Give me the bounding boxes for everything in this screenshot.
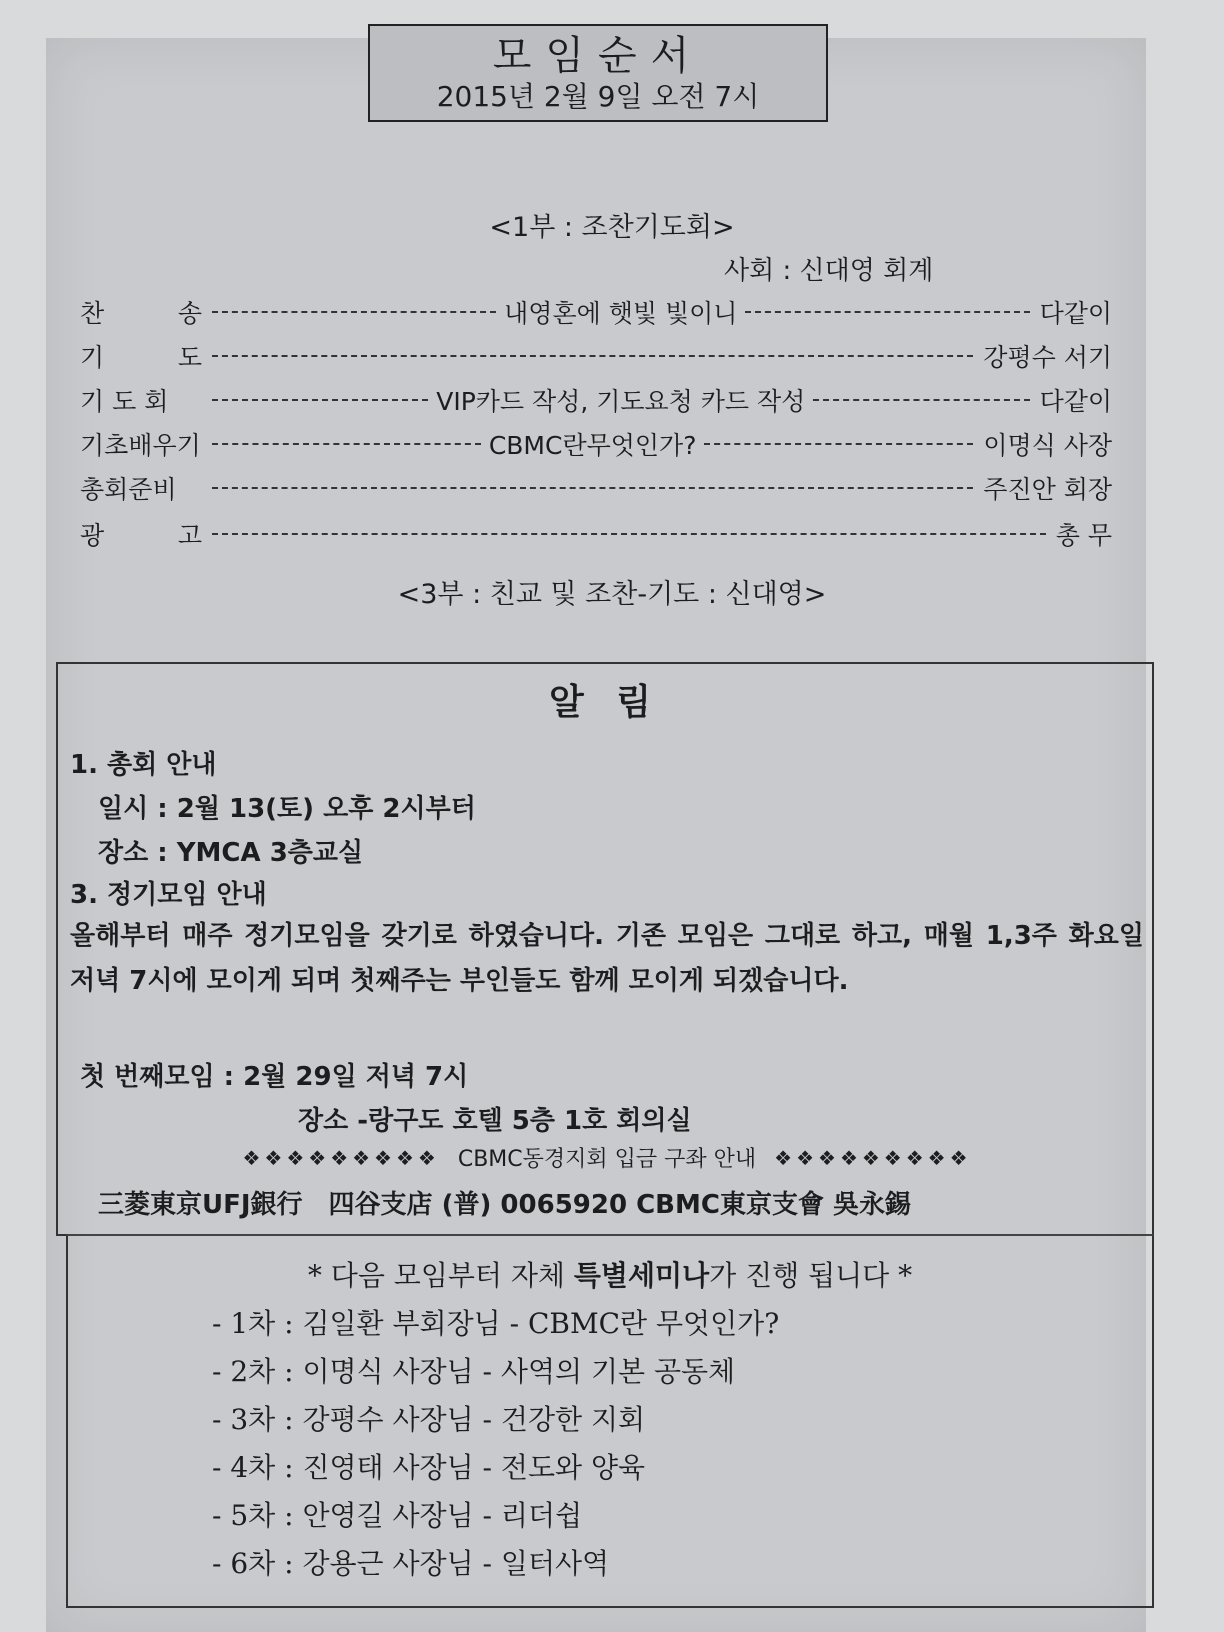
program-person: 총 무: [1055, 521, 1112, 550]
seminar-item: - 4차 : 진영태 사장님 - 전도와 양육: [212, 1451, 646, 1484]
program-row: [80, 424, 1112, 464]
program-content: 내영혼에 햇빛 빛이니: [504, 299, 738, 328]
notice-item3-body: 올해부터 매주 정기모임을 갖기로 하였습니다. 기존 모임은 그대로 하고, 매월 1,3주 화요일 저녁 7시에 모이게 되며 첫째주는 부인들도 함께 모이게 되겠습니다.: [70, 921, 1144, 996]
program-content: VIP카드 작성, 기도요청 카드 작성: [436, 387, 806, 416]
program-person: 이명식 사장: [983, 431, 1113, 460]
program-person: 강평수 서기: [983, 343, 1112, 372]
first-meeting: 첫 번째모임 : 2월 29일 저녁 7시: [80, 1062, 469, 1092]
bank-heading-row: [70, 1142, 1144, 1173]
notice-item3-title: 3. 정기모임 안내: [70, 880, 267, 910]
seminar-box: [66, 1234, 1154, 1608]
notice-box: [56, 662, 1154, 1236]
bank-account: 三菱東京UFJ銀行 四谷支店 (普) 0065920 CBMC東京支會 吳永錫: [98, 1190, 912, 1220]
program-row: [80, 292, 1112, 332]
program-label: 기 도 회: [80, 387, 169, 416]
program-label: 기초배우기: [80, 431, 201, 460]
page-title: 모임순서: [492, 33, 704, 79]
meeting-place: 장소 -랑구도 호텔 5층 1호 회의실: [298, 1106, 692, 1136]
diamond-ornament-icon: ❖❖❖❖❖❖❖❖❖: [774, 1145, 972, 1170]
seminar-item: - 6차 : 강용근 사장님 - 일터사역: [212, 1547, 610, 1580]
program-label: 총회준비: [80, 475, 177, 504]
notice-item1-title: 1. 총회 안내: [70, 750, 217, 780]
program-person: 주진안 회장: [983, 475, 1112, 504]
program-row: [80, 380, 1112, 420]
seminar-item: - 2차 : 이명식 사장님 - 사역의 기본 공동체: [212, 1355, 736, 1388]
seminar-title: * 다음 모임부터 자체 특별세미나가 진행 됩니다 *: [307, 1259, 913, 1292]
part1-host: 사회 : 신대영 회계: [724, 256, 934, 286]
program-label: 광 고: [80, 521, 202, 550]
program-content: CBMC란무엇인가?: [488, 431, 697, 460]
seminar-item: - 5차 : 안영길 사장님 - 리더쉽: [212, 1499, 583, 1532]
notice-item1-place: 장소 : YMCA 3층교실: [98, 838, 364, 868]
program-row: [80, 514, 1112, 554]
title-box: [368, 24, 828, 122]
notice-item1-time: 일시 : 2월 13(토) 오후 2시부터: [98, 794, 476, 824]
seminar-item: - 1차 : 김일환 부회장님 - CBMC란 무엇인가?: [212, 1307, 780, 1340]
notice-title: 알 림: [548, 682, 662, 723]
part3-heading: <3부 : 친교 및 조찬-기도 : 신대영>: [397, 579, 827, 610]
program-person: 다같이: [1039, 299, 1113, 328]
program-row: [80, 336, 1112, 376]
program-row: [80, 468, 1112, 508]
bank-heading: CBMC동경지회 입금 구좌 안내: [457, 1147, 757, 1172]
program-label: 기 도: [80, 343, 202, 372]
diamond-ornament-icon: ❖❖❖❖❖❖❖❖❖: [242, 1145, 440, 1170]
program-person: 다같이: [1039, 387, 1113, 416]
program-label: 찬 송: [80, 299, 202, 328]
meeting-date: 2015년 2월 9일 오전 7시: [436, 80, 760, 113]
seminar-item: - 3차 : 강평수 사장님 - 건강한 지회: [212, 1403, 646, 1436]
part1-heading: <1부 : 조찬기도회>: [489, 212, 735, 243]
